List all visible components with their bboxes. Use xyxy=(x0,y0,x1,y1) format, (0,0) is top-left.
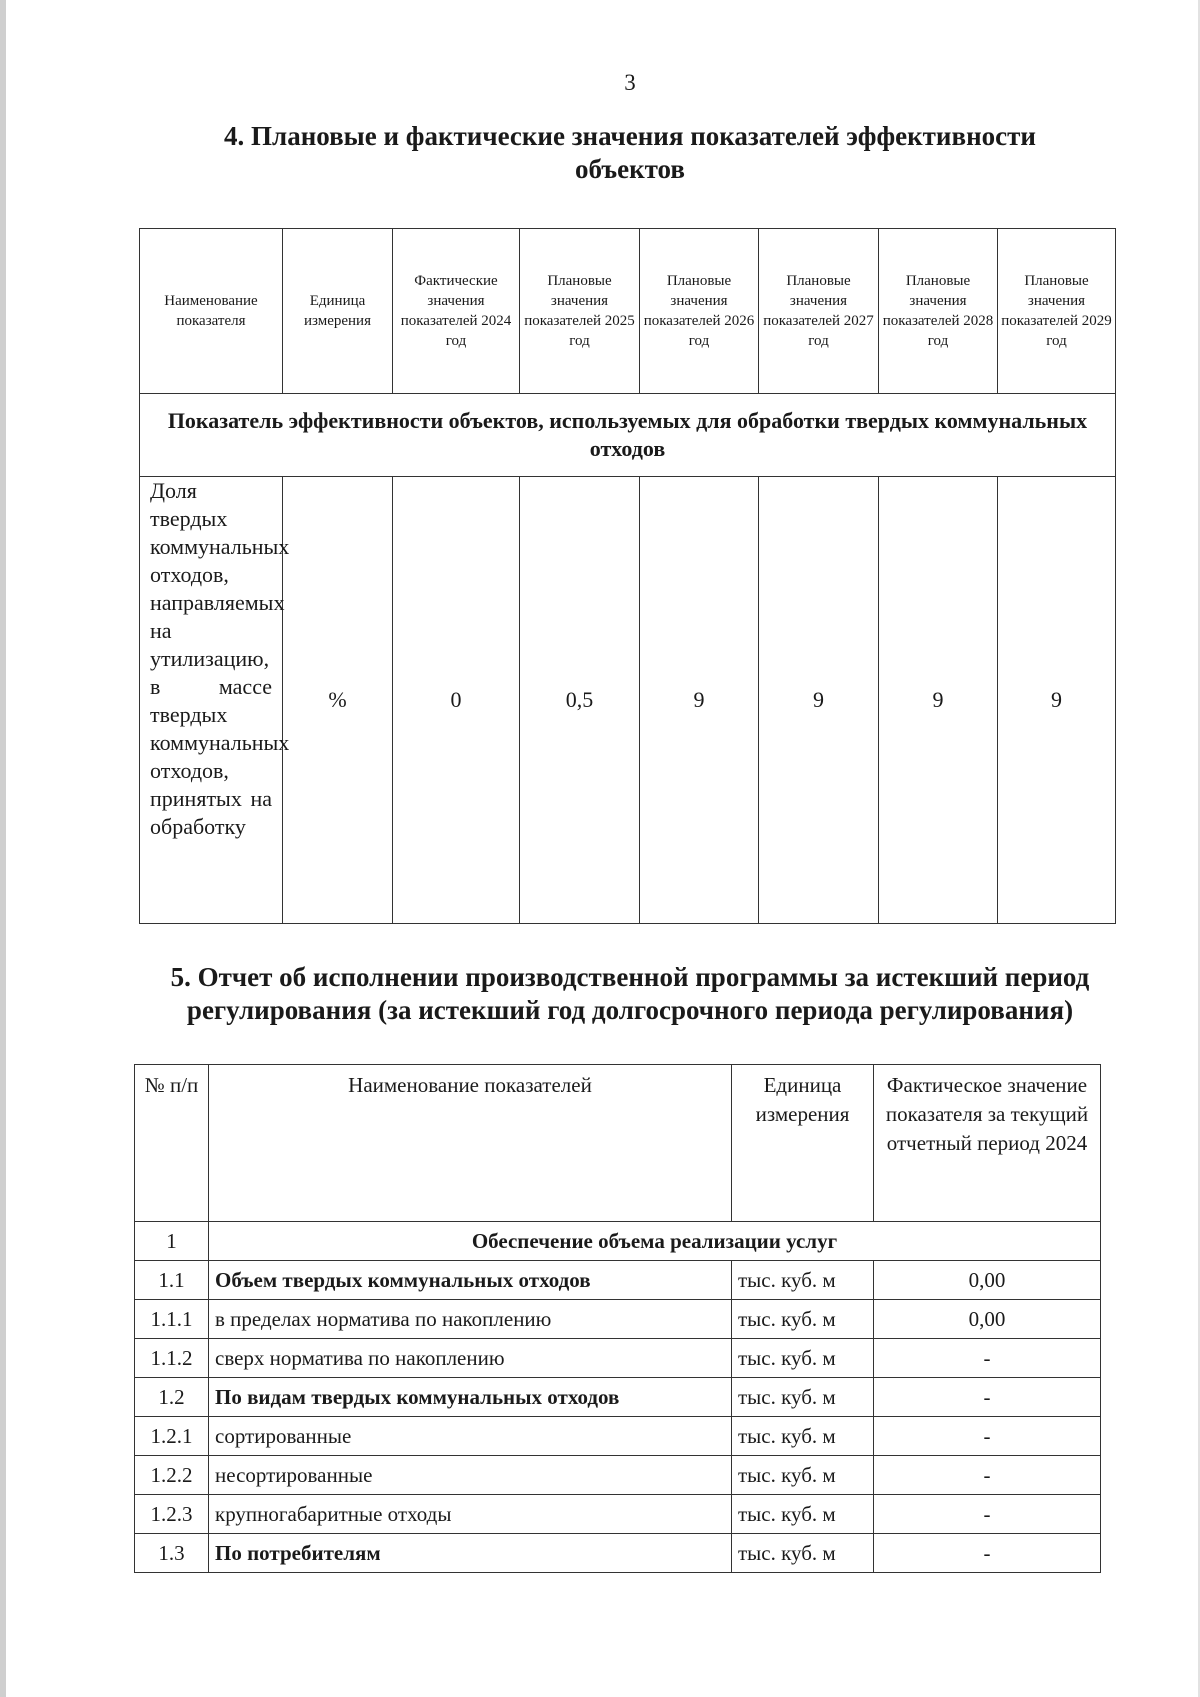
row-number: 1.1.2 xyxy=(135,1339,209,1378)
row-number: 1.2.1 xyxy=(135,1417,209,1456)
row-value: - xyxy=(874,1456,1101,1495)
row-value: 0,00 xyxy=(874,1261,1101,1300)
row-number: 1 xyxy=(135,1222,209,1261)
row-name: сверх норматива по накоплению xyxy=(209,1339,732,1378)
row-name: Объем твердых коммунальных отходов xyxy=(209,1261,732,1300)
column-header: Единица измерения xyxy=(732,1065,874,1222)
row-value: 0,00 xyxy=(874,1300,1101,1339)
column-header: Фактическое значение показателя за текущий отчетный период 2024 xyxy=(874,1065,1101,1222)
indicator-value: 0,5 xyxy=(520,477,640,924)
table-row xyxy=(135,1300,1101,1339)
row-number: 1.2.3 xyxy=(135,1495,209,1534)
row-value: - xyxy=(874,1378,1101,1417)
row-value: - xyxy=(874,1417,1101,1456)
production-program-report-table xyxy=(134,1064,1101,1573)
table-row xyxy=(135,1495,1101,1534)
table-row xyxy=(135,1456,1101,1495)
section5-title: 5. Отчет об исполнении производственной программы за истекший период регулирования (за истекший год долгосрочного периода регулирования) xyxy=(170,962,1090,1025)
row-value: - xyxy=(874,1339,1101,1378)
row-name: сортированные xyxy=(209,1417,732,1456)
row-value: - xyxy=(874,1534,1101,1573)
indicator-name: Доля твердых коммунальных отходов, направляемых на утилизацию, в массе твердых коммунальных отходов, принятых на обработку xyxy=(140,477,283,924)
row-name: По видам твердых коммунальных отходов xyxy=(209,1378,732,1417)
indicator-value: 9 xyxy=(759,477,879,924)
indicator-value: 9 xyxy=(998,477,1116,924)
indicator-unit: % xyxy=(283,477,393,924)
row-name: По потребителям xyxy=(209,1534,732,1573)
table-row xyxy=(140,477,1116,924)
row-unit: тыс. куб. м xyxy=(732,1261,874,1300)
column-header: Единица измерения xyxy=(283,229,393,394)
page-number: 3 xyxy=(624,70,636,95)
indicator-value: 9 xyxy=(640,477,759,924)
table-header-row xyxy=(140,229,1116,394)
row-value: - xyxy=(874,1495,1101,1534)
row-unit: тыс. куб. м xyxy=(732,1495,874,1534)
table-row xyxy=(135,1378,1101,1417)
column-header: Наименование показателей xyxy=(209,1065,732,1222)
row-number: 1.2.2 xyxy=(135,1456,209,1495)
group-row xyxy=(135,1222,1101,1261)
indicator-value: 0 xyxy=(393,477,520,924)
section-subheader: Показатель эффективности объектов, используемых для обработки твердых коммунальных отходов xyxy=(140,394,1116,477)
column-header: Плановые значения показателей 2028 год xyxy=(879,229,998,394)
section-subheader-row xyxy=(140,394,1116,477)
row-unit: тыс. куб. м xyxy=(732,1417,874,1456)
column-header: Фактические значения показателей 2024 год xyxy=(393,229,520,394)
row-name: несортированные xyxy=(209,1456,732,1495)
table-row xyxy=(135,1339,1101,1378)
table-row xyxy=(135,1534,1101,1573)
efficiency-indicators-table xyxy=(139,228,1116,924)
table-row xyxy=(135,1261,1101,1300)
table-row xyxy=(135,1417,1101,1456)
row-number: 1.1 xyxy=(135,1261,209,1300)
row-unit: тыс. куб. м xyxy=(732,1534,874,1573)
column-header: Плановые значения показателей 2025 год xyxy=(520,229,640,394)
group-title: Обеспечение объема реализации услуг xyxy=(209,1222,1101,1261)
row-unit: тыс. куб. м xyxy=(732,1378,874,1417)
column-header: Плановые значения показателей 2029 год xyxy=(998,229,1116,394)
row-unit: тыс. куб. м xyxy=(732,1339,874,1378)
row-number: 1.2 xyxy=(135,1378,209,1417)
column-header: Плановые значения показателей 2027 год xyxy=(759,229,879,394)
row-name: крупногабаритные отходы xyxy=(209,1495,732,1534)
row-number: 1.1.1 xyxy=(135,1300,209,1339)
row-number: 1.3 xyxy=(135,1534,209,1573)
row-name: в пределах норматива по накоплению xyxy=(209,1300,732,1339)
table-header-row xyxy=(135,1065,1101,1222)
scan-edge xyxy=(0,0,6,1697)
column-header: № п/п xyxy=(135,1065,209,1222)
row-unit: тыс. куб. м xyxy=(732,1300,874,1339)
section4-title: 4. Плановые и фактические значения показателей эффективности объектов xyxy=(224,121,1036,184)
column-header: Плановые значения показателей 2026 год xyxy=(640,229,759,394)
row-unit: тыс. куб. м xyxy=(732,1456,874,1495)
indicator-value: 9 xyxy=(879,477,998,924)
column-header: Наименование показателя xyxy=(140,229,283,394)
